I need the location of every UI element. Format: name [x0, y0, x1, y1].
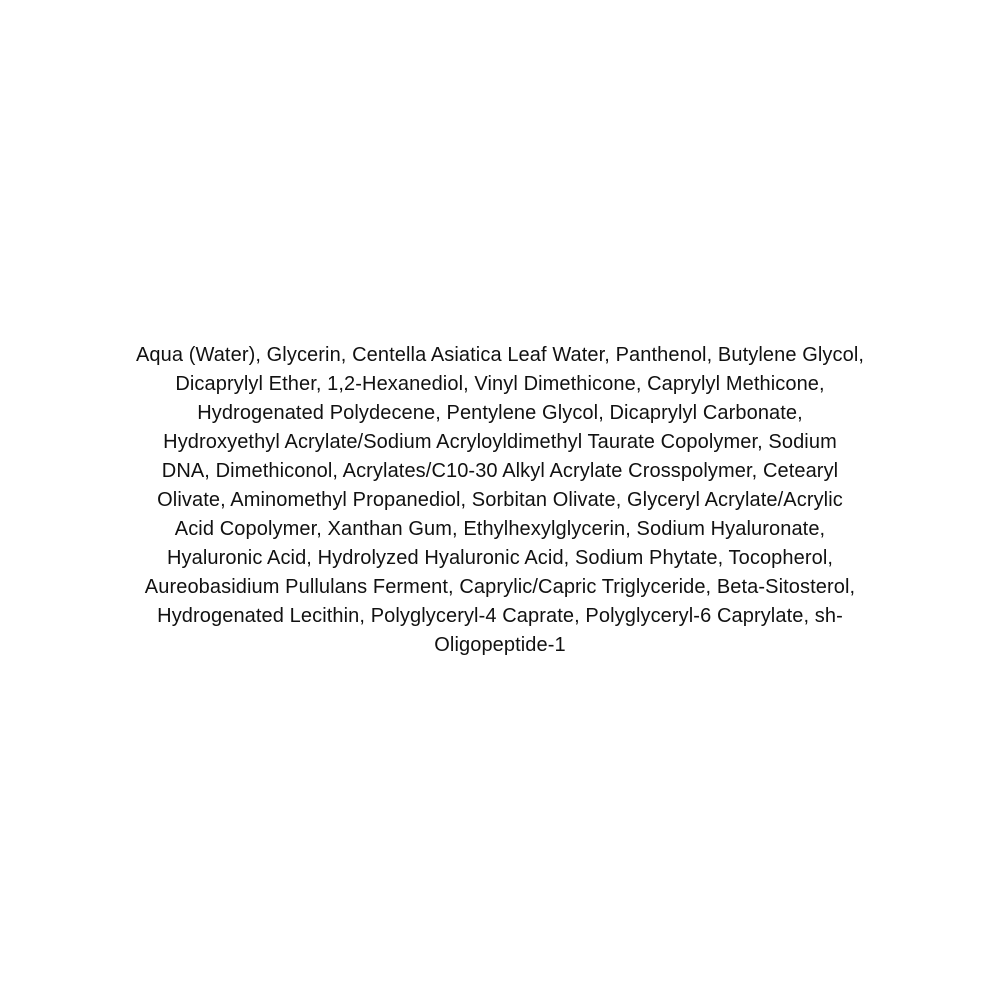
ingredients-line: Hydroxyethyl Acrylate/Sodium Acryloyldimethyl Taurate Copolymer, Sodium — [163, 430, 837, 453]
ingredients-line: Aqua (Water), Glycerin, Centella Asiatica Leaf Water, Panthenol, Butylene Glycol, — [135, 343, 865, 366]
ingredients-list — [60, 341, 940, 660]
ingredients-line: Acid Copolymer, Xanthan Gum, Ethylhexylglycerin, Sodium Hyaluronate, — [174, 517, 826, 540]
ingredients-line: Dicaprylyl Ether, 1,2-Hexanediol, Vinyl Dimethicone, Caprylyl Methicone, — [175, 372, 825, 395]
ingredients-line: Hydrogenated Polydecene, Pentylene Glycol, Dicaprylyl Carbonate, — [197, 401, 803, 424]
ingredients-line: Aureobasidium Pullulans Ferment, Caprylic/Capric Triglyceride, Beta-Sitosterol, — [144, 575, 856, 598]
ingredients-line: Hydrogenated Lecithin, Polyglyceryl-4 Caprate, Polyglyceryl-6 Caprylate, sh- — [157, 604, 843, 627]
ingredients-line: Oligopeptide-1 — [434, 633, 566, 656]
ingredients-line: Olivate, Aminomethyl Propanediol, Sorbitan Olivate, Glyceryl Acrylate/Acrylic — [157, 488, 843, 511]
ingredients-line: DNA, Dimethiconol, Acrylates/C10-30 Alkyl Acrylate Crosspolymer, Cetearyl — [161, 459, 839, 482]
ingredients-line: Hyaluronic Acid, Hydrolyzed Hyaluronic Acid, Sodium Phytate, Tocopherol, — [166, 546, 834, 569]
